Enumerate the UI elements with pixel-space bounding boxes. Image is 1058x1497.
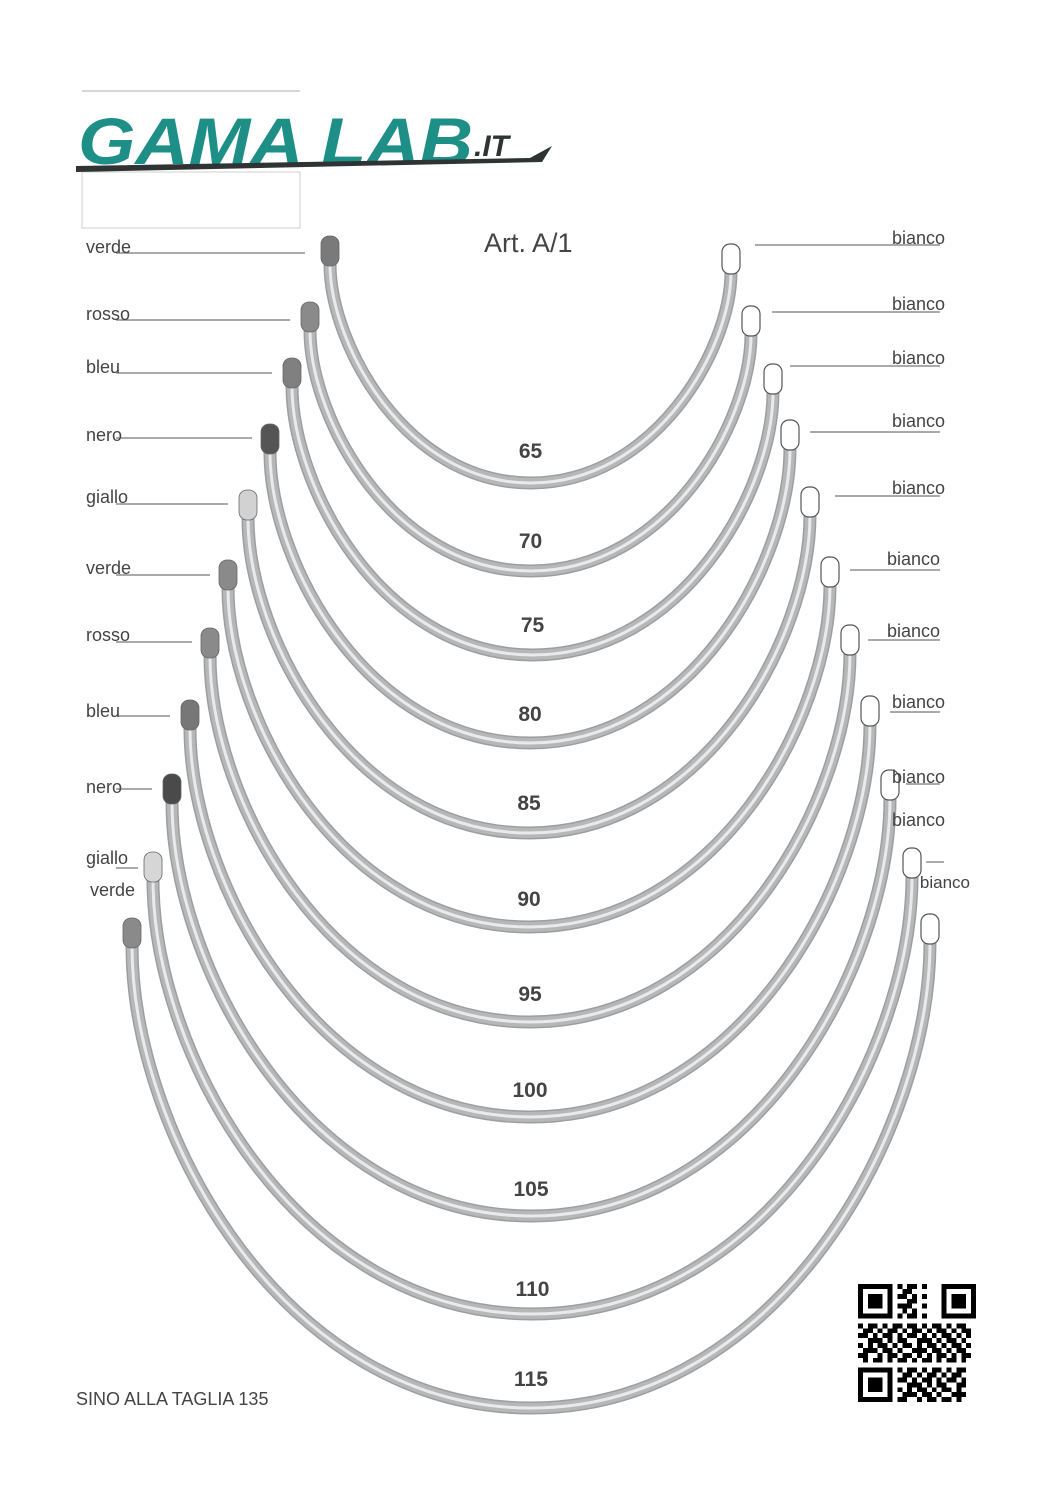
qr-module	[922, 1377, 927, 1382]
qr-module	[937, 1353, 942, 1358]
right-tip-95	[841, 625, 859, 655]
qr-module	[922, 1314, 927, 1319]
left-tip-85	[239, 490, 257, 520]
qr-module	[932, 1397, 937, 1402]
qr-module	[912, 1382, 917, 1387]
left-color-label: verde	[86, 237, 132, 257]
qr-module	[937, 1348, 942, 1353]
qr-module	[956, 1323, 961, 1328]
qr-module	[912, 1348, 917, 1353]
qr-module	[858, 1353, 863, 1358]
left-color-label: verde	[90, 880, 136, 900]
right-color-label: bianco	[891, 348, 945, 368]
qr-module	[868, 1343, 873, 1348]
qr-module	[878, 1338, 883, 1343]
size-label-80: 80	[518, 703, 542, 726]
qr-module	[942, 1343, 947, 1348]
right-color-label: bianco	[891, 692, 945, 712]
qr-module	[927, 1343, 932, 1348]
qr-module	[937, 1382, 942, 1387]
qr-module	[927, 1358, 932, 1363]
qr-module	[956, 1392, 961, 1397]
qr-code	[857, 1284, 977, 1402]
qr-module	[917, 1338, 922, 1343]
wire-outline	[132, 942, 930, 1408]
qr-module	[937, 1377, 942, 1382]
qr-module	[863, 1328, 868, 1333]
qr-module	[951, 1294, 966, 1309]
qr-module	[951, 1343, 956, 1348]
qr-module	[912, 1358, 917, 1363]
qr-module	[947, 1377, 952, 1382]
right-tip-75	[764, 364, 782, 394]
qr-module	[947, 1358, 952, 1363]
qr-module	[951, 1338, 956, 1343]
right-color-label: bianco	[891, 411, 945, 431]
size-label-95: 95	[518, 983, 542, 1006]
qr-module	[907, 1333, 912, 1338]
size-label-65: 65	[518, 440, 543, 463]
qr-module	[932, 1343, 937, 1348]
qr-module	[956, 1333, 961, 1338]
qr-module	[912, 1328, 917, 1333]
qr-module	[951, 1353, 956, 1358]
qr-module	[902, 1294, 907, 1299]
qr-module	[956, 1348, 961, 1353]
qr-module	[897, 1387, 902, 1392]
qr-module	[961, 1328, 966, 1333]
qr-module	[927, 1338, 932, 1343]
qr-module	[922, 1392, 927, 1397]
qr-module	[907, 1314, 912, 1319]
right-color-label: bianco	[886, 549, 940, 569]
qr-module	[912, 1377, 917, 1382]
qr-module	[927, 1373, 932, 1378]
underwire-115	[90, 873, 970, 1408]
qr-module	[868, 1323, 873, 1328]
qr-module	[897, 1377, 902, 1382]
qr-module	[888, 1333, 893, 1338]
qr-module	[912, 1314, 917, 1319]
qr-module	[873, 1348, 878, 1353]
underwire-110	[86, 810, 945, 1314]
qr-module	[947, 1338, 952, 1343]
qr-module	[883, 1333, 888, 1338]
right-tip-100	[861, 696, 879, 726]
qr-module	[932, 1387, 937, 1392]
qr-module	[878, 1343, 883, 1348]
qr-module	[868, 1294, 883, 1309]
qr-module	[907, 1368, 912, 1373]
qr-module	[932, 1368, 937, 1373]
qr-module	[878, 1328, 883, 1333]
qr-module	[912, 1333, 917, 1338]
qr-module	[927, 1377, 932, 1382]
wire-highlight	[248, 515, 810, 833]
qr-module	[917, 1328, 922, 1333]
qr-module	[892, 1353, 897, 1358]
qr-module	[912, 1392, 917, 1397]
qr-module	[966, 1343, 971, 1348]
qr-module	[927, 1382, 932, 1387]
qr-module	[951, 1328, 956, 1333]
qr-module	[892, 1328, 897, 1333]
qr-module	[897, 1358, 902, 1363]
size-label-110: 110	[515, 1278, 550, 1301]
qr-module	[902, 1353, 907, 1358]
left-color-label: bleu	[86, 701, 121, 721]
qr-module	[897, 1294, 902, 1299]
qr-module	[907, 1299, 912, 1304]
qr-module	[907, 1289, 912, 1294]
qr-module	[947, 1348, 952, 1353]
right-tip-65	[722, 244, 740, 274]
logo-suffix-text: .IT	[474, 130, 509, 163]
left-color-label: verde	[86, 558, 132, 578]
qr-module	[951, 1392, 956, 1397]
qr-module	[917, 1387, 922, 1392]
wire-outline	[248, 515, 810, 833]
qr-module	[902, 1304, 907, 1309]
size-label-90: 90	[517, 888, 541, 911]
qr-module	[961, 1358, 966, 1363]
footer-size-note: SINO ALLA TAGLIA 135	[76, 1389, 269, 1409]
qr-module	[951, 1373, 956, 1378]
qr-module	[897, 1348, 902, 1353]
qr-module	[888, 1338, 893, 1343]
qr-module	[942, 1353, 947, 1358]
qr-module	[937, 1328, 942, 1333]
qr-module	[937, 1392, 942, 1397]
qr-module	[863, 1353, 868, 1358]
right-color-label: bianco	[891, 478, 945, 498]
right-color-label: bianco	[886, 621, 940, 641]
qr-module	[888, 1353, 893, 1358]
qr-module	[873, 1323, 878, 1328]
qr-module	[956, 1397, 961, 1402]
right-color-label: bianco	[891, 767, 945, 787]
qr-module	[956, 1368, 961, 1373]
qr-module	[873, 1358, 878, 1363]
qr-module	[892, 1343, 897, 1348]
qr-module	[937, 1368, 942, 1373]
qr-module	[956, 1387, 961, 1392]
qr-module	[912, 1323, 917, 1328]
qr-module	[873, 1333, 878, 1338]
qr-module	[902, 1338, 907, 1343]
qr-module	[897, 1333, 902, 1338]
qr-module	[942, 1373, 947, 1378]
qr-module	[927, 1353, 932, 1358]
qr-module	[902, 1289, 907, 1294]
qr-module	[888, 1358, 893, 1363]
size-label-85: 85	[517, 792, 541, 815]
qr-module	[922, 1338, 927, 1343]
qr-module	[961, 1392, 966, 1397]
wire-highlight	[132, 942, 930, 1408]
qr-module	[883, 1343, 888, 1348]
left-color-label: nero	[86, 777, 123, 797]
qr-module	[897, 1323, 902, 1328]
size-label-75: 75	[520, 614, 545, 637]
right-color-label: bianco	[891, 294, 945, 314]
qr-module	[956, 1343, 961, 1348]
qr-module	[907, 1284, 912, 1289]
qr-module	[947, 1387, 952, 1392]
qr-module	[863, 1348, 868, 1353]
qr-module	[966, 1328, 971, 1333]
qr-module	[902, 1397, 907, 1402]
qr-module	[912, 1368, 917, 1373]
qr-module	[868, 1338, 873, 1343]
qr-module	[902, 1328, 907, 1333]
qr-module	[917, 1373, 922, 1378]
qr-module	[922, 1358, 927, 1363]
right-tip-110	[903, 848, 921, 878]
qr-module	[907, 1323, 912, 1328]
qr-module	[858, 1333, 863, 1338]
qr-module	[922, 1348, 927, 1353]
qr-module	[907, 1353, 912, 1358]
logo-main-text: GAMA LAB	[78, 104, 473, 178]
left-tip-90	[219, 560, 237, 590]
qr-module	[947, 1397, 952, 1402]
qr-module	[897, 1397, 902, 1402]
qr-module	[907, 1382, 912, 1387]
left-tip-75	[283, 358, 301, 388]
left-tip-110	[144, 852, 162, 882]
qr-module	[922, 1387, 927, 1392]
qr-module	[917, 1397, 922, 1402]
qr-module	[927, 1328, 932, 1333]
qr-module	[902, 1358, 907, 1363]
qr-module	[961, 1353, 966, 1358]
qr-module	[942, 1328, 947, 1333]
qr-module	[897, 1284, 902, 1289]
qr-module	[907, 1304, 912, 1309]
size-label-115: 115	[514, 1368, 548, 1391]
qr-module	[961, 1323, 966, 1328]
qr-module	[961, 1348, 966, 1353]
qr-module	[927, 1397, 932, 1402]
left-tip-65	[321, 236, 339, 266]
qr-module	[947, 1323, 952, 1328]
qr-module	[878, 1358, 883, 1363]
right-tip-85	[801, 487, 819, 517]
right-color-label: bianco	[891, 228, 945, 248]
article-title: Art. A/1	[484, 228, 573, 258]
left-color-label: rosso	[86, 625, 131, 645]
qr-module	[902, 1343, 907, 1348]
right-tip-70	[742, 306, 760, 336]
qr-module	[883, 1348, 888, 1353]
qr-module	[873, 1338, 878, 1343]
qr-module	[912, 1294, 917, 1299]
qr-module	[961, 1382, 966, 1387]
qr-module	[902, 1309, 907, 1314]
qr-module	[922, 1284, 927, 1289]
underwire-100	[86, 692, 945, 1117]
qr-module	[892, 1323, 897, 1328]
qr-module	[902, 1392, 907, 1397]
qr-module	[947, 1333, 952, 1338]
qr-module	[917, 1382, 922, 1387]
right-color-label: bianco	[919, 873, 970, 892]
qr-module	[927, 1392, 932, 1397]
qr-module	[942, 1397, 947, 1402]
qr-module	[951, 1358, 956, 1363]
qr-module	[937, 1338, 942, 1343]
wire-body	[248, 515, 810, 833]
qr-module	[897, 1338, 902, 1343]
qr-module	[947, 1368, 952, 1373]
left-tip-95	[201, 628, 219, 658]
qr-module	[942, 1387, 947, 1392]
wire-highlight	[270, 448, 790, 743]
left-color-label: giallo	[86, 487, 129, 507]
underwire-65	[86, 228, 945, 483]
qr-module	[961, 1368, 966, 1373]
qr-module	[951, 1377, 956, 1382]
qr-module	[922, 1294, 927, 1299]
left-tip-70	[301, 302, 319, 332]
left-color-label: giallo	[86, 848, 129, 868]
qr-module	[907, 1387, 912, 1392]
qr-module	[932, 1373, 937, 1378]
qr-module	[937, 1358, 942, 1363]
wire-body	[270, 448, 790, 743]
qr-module	[932, 1348, 937, 1353]
size-label-105: 105	[513, 1178, 549, 1201]
qr-module	[922, 1323, 927, 1328]
qr-module	[942, 1382, 947, 1387]
qr-module	[917, 1353, 922, 1358]
qr-module	[863, 1333, 868, 1338]
left-color-label: rosso	[86, 304, 131, 324]
qr-module	[912, 1284, 917, 1289]
left-tip-115	[123, 918, 141, 948]
right-tip-90	[821, 557, 839, 587]
qr-module	[922, 1304, 927, 1309]
qr-module	[858, 1343, 863, 1348]
qr-module	[878, 1353, 883, 1358]
left-tip-105	[163, 774, 181, 804]
qr-module	[917, 1343, 922, 1348]
qr-module	[897, 1368, 902, 1373]
qr-module	[961, 1338, 966, 1343]
qr-module	[888, 1348, 893, 1353]
qr-module	[868, 1328, 873, 1333]
qr-module	[922, 1368, 927, 1373]
right-color-label: bianco	[891, 810, 945, 830]
qr-module	[868, 1377, 883, 1392]
underwire-70	[86, 294, 945, 571]
right-tip-80	[781, 420, 799, 450]
right-tip-115	[921, 914, 939, 944]
qr-module	[858, 1323, 863, 1328]
qr-module	[932, 1323, 937, 1328]
qr-module	[937, 1323, 942, 1328]
qr-module	[897, 1304, 902, 1309]
qr-module	[902, 1373, 907, 1378]
qr-module	[942, 1333, 947, 1338]
qr-module	[961, 1377, 966, 1382]
qr-module	[912, 1309, 917, 1314]
left-tip-80	[261, 424, 279, 454]
qr-module	[966, 1333, 971, 1338]
left-color-label: bleu	[86, 357, 121, 377]
qr-module	[897, 1314, 902, 1319]
wire-outline	[270, 448, 790, 743]
wire-body	[132, 942, 930, 1408]
qr-module	[907, 1343, 912, 1348]
qr-module	[917, 1348, 922, 1353]
size-label-100: 100	[512, 1079, 548, 1102]
qr-module	[907, 1373, 912, 1378]
qr-module	[956, 1373, 961, 1378]
qr-module	[922, 1333, 927, 1338]
qr-module	[863, 1358, 868, 1363]
qr-module	[883, 1323, 888, 1328]
qr-module	[868, 1348, 873, 1353]
left-tip-100	[181, 700, 199, 730]
left-color-label: nero	[86, 425, 123, 445]
qr-module	[932, 1333, 937, 1338]
qr-module	[966, 1353, 971, 1358]
qr-module	[888, 1328, 893, 1333]
qr-module	[956, 1382, 961, 1387]
qr-module	[902, 1377, 907, 1382]
qr-module	[907, 1392, 912, 1397]
qr-module	[912, 1299, 917, 1304]
size-label-70: 70	[518, 530, 543, 553]
